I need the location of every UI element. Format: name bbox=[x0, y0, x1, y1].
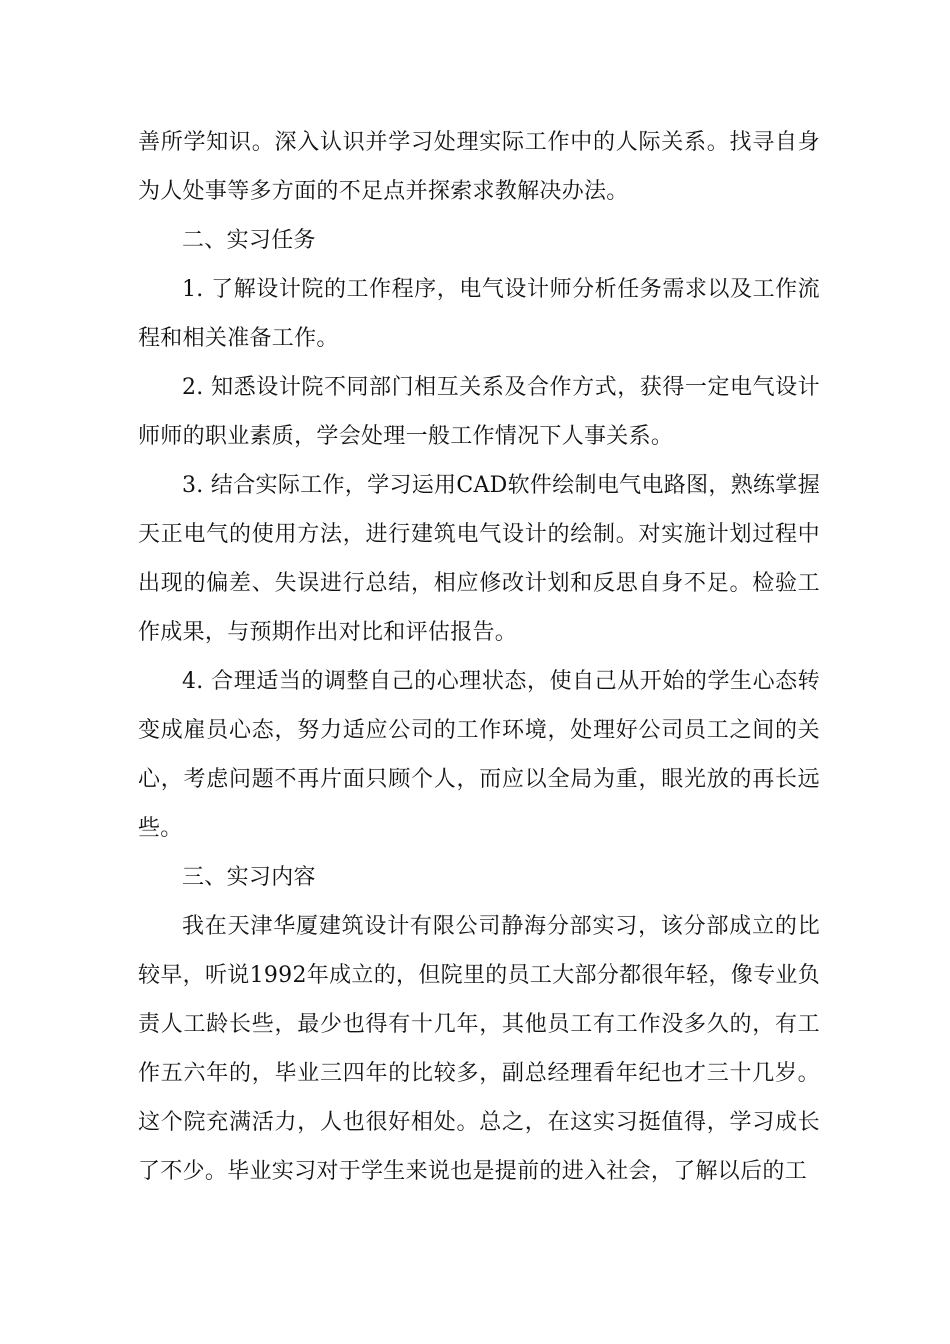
paragraph-intro-continuation: 善所学知识。深入认识并学习处理实际工作中的人际关系。找寻自身为人处事等多方面的不足点并探索求教解决办法。 bbox=[138, 130, 820, 204]
section-heading-internship-content: 三、实习内容 bbox=[182, 865, 316, 890]
task-item-4: 4. 合理适当的调整自己的心理状态，使自己从开始的学生心态转变成雇员心态，努力适应公司的工作环境，处理好公司员工之间的关心，考虑问题不再片面只顾个人，而应以全局为重，眼光放的再长远些。 bbox=[138, 669, 820, 841]
content-paragraph-1: 我在天津华厦建筑设计有限公司静海分部实习，该分部成立的比较早，听说1992年成立的，但院里的员工大部分都很年轻，像专业负责人工龄长些，最少也得有十几年，其他员工有工作没多久的，有工作五六年的，毕业三四年的比较多，副总经理看年纪也才三十几岁。这个院充满活力，人也很好相处。总之，在这实习挺值得，学习成长了不少。毕业实习对于学生来说也是提前的进入社会，了解以后的工 bbox=[138, 914, 820, 1184]
task-item-3: 3. 结合实际工作，学习运用CAD软件绘制电气电路图，熟练掌握天正电气的使用方法，进行建筑电气设计的绘制。对实施计划过程中出现的偏差、失误进行总结，相应修改计划和反思自身不足。检验工作成果，与预期作出对比和评估报告。 bbox=[138, 473, 820, 645]
section-heading-internship-tasks: 二、实习任务 bbox=[182, 228, 316, 253]
task-item-1: 1. 了解设计院的工作程序，电气设计师分析任务需求以及工作流程和相关准备工作。 bbox=[138, 277, 820, 351]
document-body bbox=[138, 118, 820, 1196]
task-item-2: 2. 知悉设计院不同部门相互关系及合作方式，获得一定电气设计师师的职业素质，学会处理一般工作情况下人事关系。 bbox=[138, 375, 820, 449]
